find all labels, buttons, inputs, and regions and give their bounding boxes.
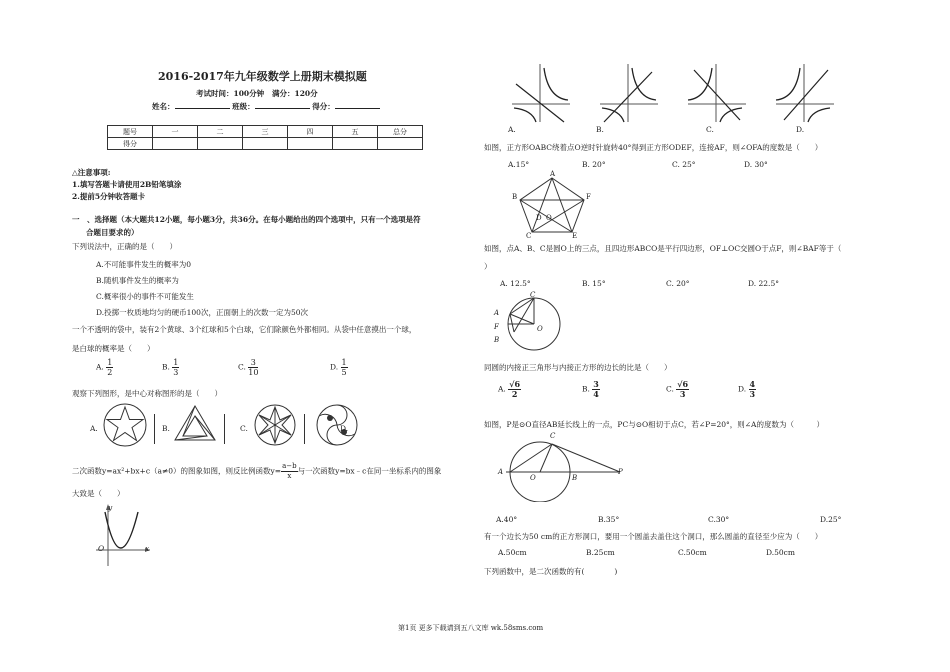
option[interactable]: B. 15° (582, 279, 606, 288)
option-label[interactable]: A. (508, 125, 516, 134)
graph-d (772, 62, 836, 124)
option-label[interactable]: C. (706, 125, 714, 134)
question-stem: 如图，正方形OABC绕着点O逆时针旋转40°得到正方形ODEF，连接AF，则∠OFA的度数是（ ） (484, 143, 823, 152)
option[interactable]: A.15° (508, 160, 530, 169)
option-label[interactable]: C. (240, 424, 248, 433)
page-title: 2016-2017年九年级数学上册期末模拟题 (158, 70, 367, 83)
question-stem: 一个不透明的袋中，装有2个黄球、3个红球和5个白球，它们除颜色外都相同。从袋中任意摸出一个球， (72, 325, 417, 334)
option[interactable]: A. $\frac{√6}{2}$ (498, 379, 521, 399)
option[interactable]: D. 30° (744, 160, 768, 169)
option-label[interactable]: D. (796, 125, 805, 134)
page-footer: 第1页 更多下载请到五八文库 wk.58sms.com (398, 624, 544, 632)
question-stem: 如图，点A、B、C是圆O上的三点，且四边形ABCO是平行四边形，OF⊥OC交圆O于点F，则∠BAF等于（ (484, 244, 842, 253)
option[interactable]: B. $\frac{3}{4}$ (582, 379, 599, 399)
question-stem-cont: 大致是（ ） (72, 489, 125, 498)
flower-figure[interactable] (250, 402, 300, 448)
circle-parallelogram-figure (500, 292, 564, 356)
question-stem: 同圆的内接正三角形与内接正方形的边长的比是（ ） (484, 363, 672, 372)
score-cell[interactable] (198, 138, 243, 150)
option[interactable]: A.40° (496, 515, 518, 524)
question-stem: 二次函数y=ax²+bx+c（a≠0）的图象如图，则反比例函数y= $\frac{a-b}{x}$ 与一次函数y=bx﹣c在同一坐标系内的图象 (72, 462, 442, 480)
recycle-figure[interactable] (170, 402, 220, 448)
option-label[interactable]: B. (162, 424, 170, 433)
rotated-squares-figure (510, 174, 594, 236)
note-item: 1.填写答题卡请使用2B铅笔填涂 (72, 180, 182, 189)
name-blank[interactable] (175, 108, 230, 109)
notes-heading: △注意事项: (72, 168, 111, 177)
option[interactable]: C. 25° (672, 160, 696, 169)
option[interactable]: D. 22.5° (748, 279, 779, 288)
graph-a (508, 62, 572, 124)
option[interactable]: C. $\frac{3}{10}$ (238, 358, 259, 377)
question-stem: 有一个边长为50 cm的正方形洞口，要用一个圆盖去盖住这个洞口，那么圆盖的直径至少应为（ ） (484, 532, 823, 541)
student-info: 姓名： 班级： 得分： (152, 101, 380, 112)
option[interactable]: C. $\frac{√6}{3}$ (666, 379, 689, 399)
option[interactable]: D.50cm (766, 548, 795, 557)
score-cell[interactable] (378, 138, 423, 150)
axis-label: y (108, 503, 113, 512)
graph-c (684, 62, 748, 124)
option-label[interactable]: D. (340, 424, 349, 433)
option[interactable]: B. 20° (582, 160, 606, 169)
option-label[interactable]: B. (596, 125, 604, 134)
question-stem: 如图，P是⊙O直径AB延长线上的一点，PC与⊙O相切于点C，若∠P=20°，则∠A的度数为（ ） (484, 420, 824, 429)
exam-info: 考试时间：100分钟 满分：120分 (196, 89, 318, 98)
score-cell[interactable] (333, 138, 378, 150)
option[interactable]: B. $\frac{1}{3}$ (162, 358, 179, 377)
class-blank[interactable] (255, 108, 310, 109)
question-stem: 观察下列图形，是中心对称图形的是（ ） (72, 389, 222, 398)
graph-b (596, 62, 660, 124)
option[interactable]: D. $\frac{4}{3}$ (738, 379, 756, 399)
option-label[interactable]: A. (90, 424, 98, 433)
star-circle-figure[interactable] (98, 402, 152, 448)
score-cell[interactable] (288, 138, 333, 150)
note-item: 2.提前5分钟收答题卡 (72, 192, 146, 201)
section-heading-cont: 合题目要求的） (86, 228, 139, 237)
section-heading: 一 、选择题（本大题共12小题，每小题3分，共36分。在每小题给出的四个选项中，只有一个选项是符 (72, 215, 421, 224)
option[interactable]: D. $\frac{1}{5}$ (330, 358, 347, 377)
option[interactable]: D.25° (820, 515, 842, 524)
axis-label: O (98, 544, 105, 553)
parabola-graph (92, 502, 154, 568)
option[interactable]: A. 12.5° (500, 279, 531, 288)
option[interactable]: A.50cm (498, 548, 527, 557)
question-stem-cont: 是白球的概率是（ ） (72, 344, 155, 353)
option[interactable]: D.投掷一枚质地均匀的硬币100次，正面朝上的次数一定为50次 (96, 308, 308, 317)
score-table: 题号 一 二 三 四 五 总分 得分 (107, 125, 423, 150)
question-stem-cont: ） (484, 262, 492, 271)
option[interactable]: C.50cm (678, 548, 707, 557)
score-cell[interactable] (153, 138, 198, 150)
option[interactable]: C.30° (708, 515, 730, 524)
axis-label: x (145, 544, 150, 553)
option[interactable]: B.随机事件发生的概率为 (96, 276, 179, 285)
score-cell[interactable] (243, 138, 288, 150)
option[interactable]: A.不可能事件发生的概率为0 (96, 260, 192, 269)
tangent-circle-figure (496, 432, 626, 502)
question-stem: 下列函数中，是二次函数的有( ) (484, 567, 618, 576)
swirl-figure[interactable] (312, 402, 362, 448)
option[interactable]: A. $\frac{1}{2}$ (96, 358, 113, 377)
option[interactable]: B.25cm (586, 548, 615, 557)
score-blank[interactable] (335, 108, 380, 109)
option[interactable]: C.概率很小的事件不可能发生 (96, 292, 194, 301)
option[interactable]: C. 20° (666, 279, 690, 288)
option[interactable]: B.35° (598, 515, 620, 524)
question-stem: 下列说法中，正确的是（ ） (72, 242, 177, 251)
